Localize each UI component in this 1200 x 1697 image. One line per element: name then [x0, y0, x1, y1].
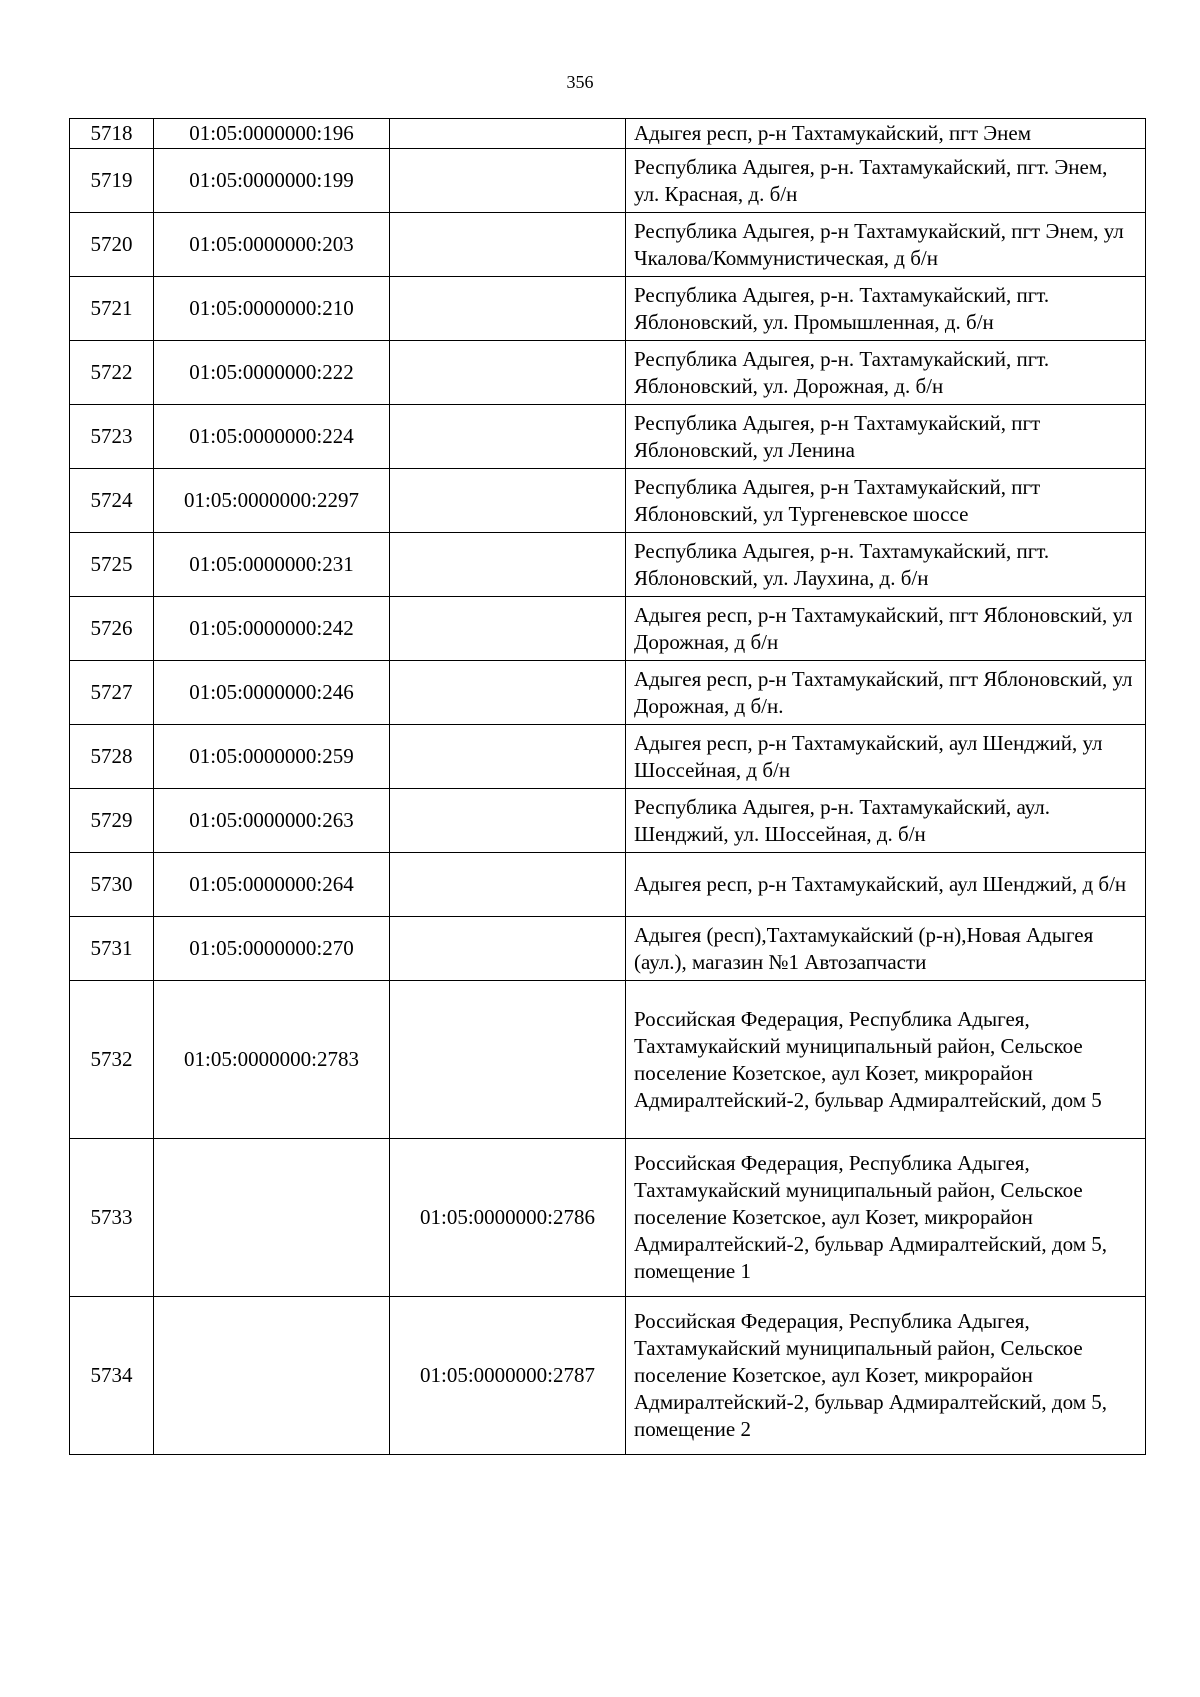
table-row: [70, 119, 1146, 149]
table-row: [70, 789, 1146, 853]
address: Адыгея (респ),Тахтамукайский (р-н),Новая Адыгея (аул.), магазин №1 Автозапчасти: [626, 917, 1146, 981]
parent-cadastral-number: 01:05:0000000:2786: [390, 1139, 626, 1297]
parent-cadastral-number: [390, 277, 626, 341]
address: Республика Адыгея, р-н Тахтамукайский, пгт Яблоновский, ул Ленина: [626, 405, 1146, 469]
table-row: [70, 149, 1146, 213]
table-row: [70, 661, 1146, 725]
table-row: [70, 469, 1146, 533]
address: Российская Федерация, Республика Адыгея, Тахтамукайский муниципальный район, Сельское поселение Козетское, аул Козет, микрорайон Адмиралтейский-2, бульвар Адмиралтейский, дом 5, помещение 1: [626, 1139, 1146, 1297]
cadastral-number: 01:05:0000000:199: [154, 149, 390, 213]
address: Адыгея респ, р-н Тахтамукайский, аул Шенджий, д б/н: [626, 853, 1146, 917]
parent-cadastral-number: [390, 533, 626, 597]
parent-cadastral-number: [390, 917, 626, 981]
parent-cadastral-number: [390, 119, 626, 149]
row-number: 5734: [70, 1297, 154, 1455]
table-row: [70, 277, 1146, 341]
cadastral-number: [154, 1297, 390, 1455]
row-number: 5720: [70, 213, 154, 277]
address: Адыгея респ, р-н Тахтамукайский, аул Шенджий, ул Шоссейная, д б/н: [626, 725, 1146, 789]
row-number: 5731: [70, 917, 154, 981]
address: Адыгея респ, р-н Тахтамукайский, пгт Яблоновский, ул Дорожная, д б/н: [626, 597, 1146, 661]
cadastral-number: [154, 1139, 390, 1297]
table-row: [70, 981, 1146, 1139]
row-number: 5728: [70, 725, 154, 789]
address: Российская Федерация, Республика Адыгея, Тахтамукайский муниципальный район, Сельское поселение Козетское, аул Козет, микрорайон Адмиралтейский-2, бульвар Адмиралтейский, дом 5: [626, 981, 1146, 1139]
cadastral-number: 01:05:0000000:242: [154, 597, 390, 661]
row-number: 5730: [70, 853, 154, 917]
table-row: [70, 725, 1146, 789]
address: Республика Адыгея, р-н. Тахтамукайский, пгт. Яблоновский, ул. Лаухина, д. б/н: [626, 533, 1146, 597]
row-number: 5725: [70, 533, 154, 597]
address: Российская Федерация, Республика Адыгея, Тахтамукайский муниципальный район, Сельское поселение Козетское, аул Козет, микрорайон Адмиралтейский-2, бульвар Адмиралтейский, дом 5, помещение 2: [626, 1297, 1146, 1455]
cadastral-number: 01:05:0000000:196: [154, 119, 390, 149]
address: Адыгея респ, р-н Тахтамукайский, пгт Яблоновский, ул Дорожная, д б/н.: [626, 661, 1146, 725]
row-number: 5726: [70, 597, 154, 661]
row-number: 5732: [70, 981, 154, 1139]
address: Республика Адыгея, р-н Тахтамукайский, пгт Яблоновский, ул Тургеневское шоссе: [626, 469, 1146, 533]
cadastral-number: 01:05:0000000:264: [154, 853, 390, 917]
parent-cadastral-number: [390, 853, 626, 917]
parent-cadastral-number: [390, 597, 626, 661]
cadastral-number: 01:05:0000000:231: [154, 533, 390, 597]
table-row: [70, 917, 1146, 981]
table-row: [70, 597, 1146, 661]
cadastral-number: 01:05:0000000:270: [154, 917, 390, 981]
parent-cadastral-number: [390, 981, 626, 1139]
row-number: 5721: [70, 277, 154, 341]
parent-cadastral-number: [390, 661, 626, 725]
table-row: [70, 1297, 1146, 1455]
table-row: [70, 1139, 1146, 1297]
address: Республика Адыгея, р-н. Тахтамукайский, аул. Шенджий, ул. Шоссейная, д. б/н: [626, 789, 1146, 853]
cadastral-number: 01:05:0000000:224: [154, 405, 390, 469]
cadastral-number: 01:05:0000000:2783: [154, 981, 390, 1139]
table-row: [70, 405, 1146, 469]
address: Республика Адыгея, р-н Тахтамукайский, пгт Энем, ул Чкалова/Коммунистическая, д б/н: [626, 213, 1146, 277]
row-number: 5718: [70, 119, 154, 149]
cadastral-number: 01:05:0000000:203: [154, 213, 390, 277]
row-number: 5719: [70, 149, 154, 213]
parent-cadastral-number: [390, 213, 626, 277]
row-number: 5722: [70, 341, 154, 405]
cadastral-number: 01:05:0000000:246: [154, 661, 390, 725]
cadastral-number: 01:05:0000000:263: [154, 789, 390, 853]
cadastral-number: 01:05:0000000:259: [154, 725, 390, 789]
cadastral-number: 01:05:0000000:2297: [154, 469, 390, 533]
parent-cadastral-number: [390, 149, 626, 213]
parent-cadastral-number: [390, 405, 626, 469]
parent-cadastral-number: [390, 469, 626, 533]
row-number: 5733: [70, 1139, 154, 1297]
table-row: [70, 853, 1146, 917]
table-row: [70, 533, 1146, 597]
row-number: 5727: [70, 661, 154, 725]
table-row: [70, 341, 1146, 405]
parent-cadastral-number: [390, 341, 626, 405]
parent-cadastral-number: 01:05:0000000:2787: [390, 1297, 626, 1455]
cadastral-number: 01:05:0000000:210: [154, 277, 390, 341]
parent-cadastral-number: [390, 789, 626, 853]
page-number: 356: [566, 72, 594, 92]
row-number: 5723: [70, 405, 154, 469]
cadastral-number: 01:05:0000000:222: [154, 341, 390, 405]
registry-table: [69, 118, 1146, 1455]
parent-cadastral-number: [390, 725, 626, 789]
address: Адыгея респ, р-н Тахтамукайский, пгт Энем: [626, 119, 1146, 149]
row-number: 5729: [70, 789, 154, 853]
address: Республика Адыгея, р-н. Тахтамукайский, пгт. Яблоновский, ул. Промышленная, д. б/н: [626, 277, 1146, 341]
table-row: [70, 213, 1146, 277]
address: Республика Адыгея, р-н. Тахтамукайский, пгт. Яблоновский, ул. Дорожная, д. б/н: [626, 341, 1146, 405]
row-number: 5724: [70, 469, 154, 533]
address: Республика Адыгея, р-н. Тахтамукайский, пгт. Энем, ул. Красная, д. б/н: [626, 149, 1146, 213]
